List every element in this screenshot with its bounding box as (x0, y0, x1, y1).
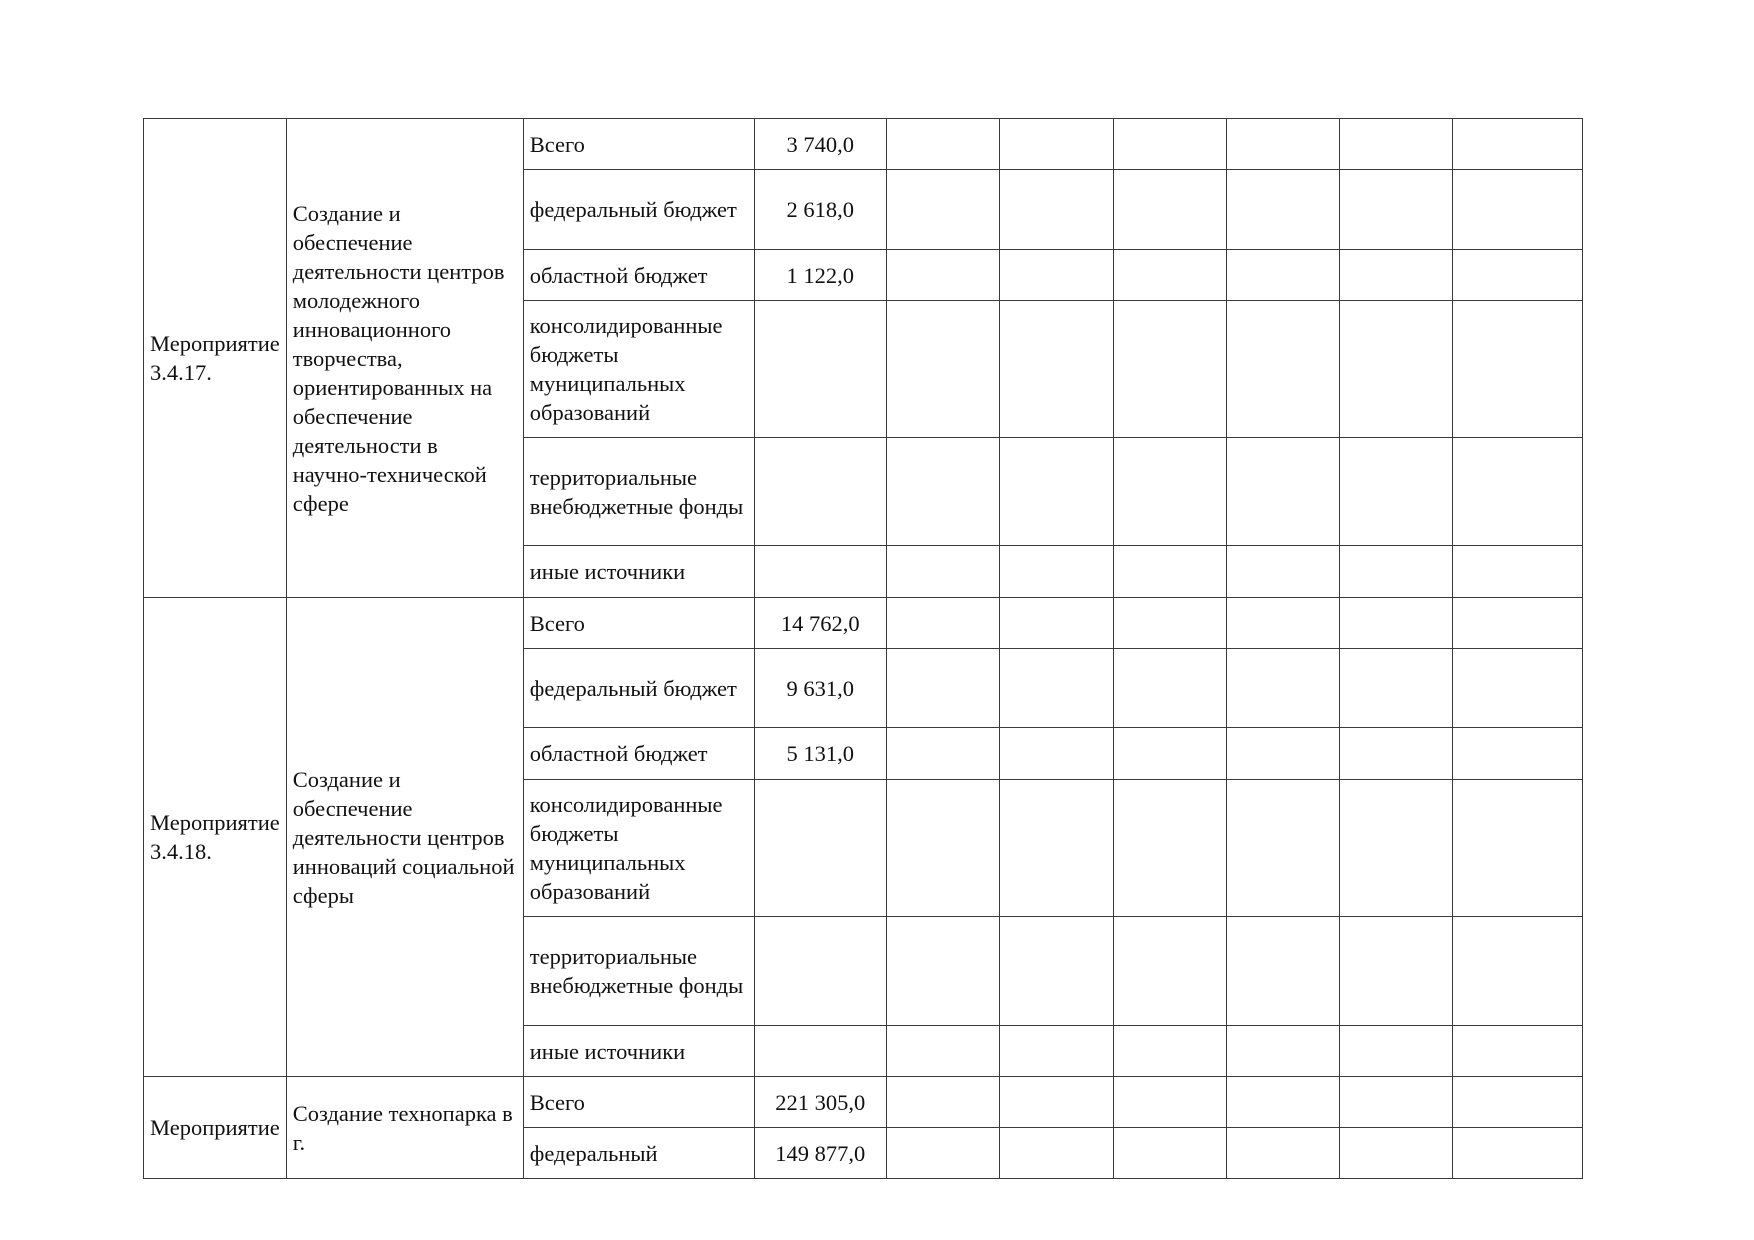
funding-value: 14 762,0 (754, 598, 886, 649)
empty-cell (999, 250, 1113, 301)
empty-cell (1339, 728, 1452, 780)
empty-cell (999, 1026, 1113, 1077)
empty-cell (886, 780, 999, 917)
empty-cell (1452, 119, 1582, 170)
funding-source: консолидированные бюджеты муниципальных образований (523, 301, 754, 438)
empty-cell (999, 438, 1113, 546)
funding-value (754, 546, 886, 598)
empty-cell (1113, 438, 1226, 546)
empty-cell (1226, 546, 1339, 598)
funding-source: иные источники (523, 546, 754, 598)
empty-cell (1113, 728, 1226, 780)
funding-source: областной бюджет (523, 250, 754, 301)
empty-cell (886, 598, 999, 649)
empty-cell (1452, 917, 1582, 1026)
empty-cell (1226, 649, 1339, 728)
empty-cell (1113, 649, 1226, 728)
activity-id: Мероприятие (144, 1077, 287, 1179)
empty-cell (886, 917, 999, 1026)
empty-cell (1452, 728, 1582, 780)
funding-source: Всего (523, 1077, 754, 1128)
activity-description: Создание и обеспечение деятельности центров инноваций социальной сферы (286, 598, 523, 1077)
empty-cell (999, 170, 1113, 250)
empty-cell (999, 546, 1113, 598)
table-row (144, 598, 1583, 649)
empty-cell (886, 119, 999, 170)
funding-source: областной бюджет (523, 728, 754, 780)
empty-cell (886, 438, 999, 546)
funding-value (754, 438, 886, 546)
empty-cell (886, 170, 999, 250)
empty-cell (1113, 119, 1226, 170)
empty-cell (1113, 1026, 1226, 1077)
empty-cell (1339, 917, 1452, 1026)
empty-cell (1113, 598, 1226, 649)
empty-cell (1452, 250, 1582, 301)
empty-cell (999, 917, 1113, 1026)
empty-cell (1226, 170, 1339, 250)
empty-cell (999, 649, 1113, 728)
empty-cell (1339, 598, 1452, 649)
empty-cell (1113, 170, 1226, 250)
empty-cell (1339, 170, 1452, 250)
funding-source: федеральный (523, 1128, 754, 1179)
table-row (144, 1077, 1583, 1128)
empty-cell (1452, 546, 1582, 598)
empty-cell (1226, 1026, 1339, 1077)
activity-id: Мероприятие 3.4.17. (144, 119, 287, 598)
empty-cell (1339, 1077, 1452, 1128)
empty-cell (886, 301, 999, 438)
empty-cell (1452, 1128, 1582, 1179)
empty-cell (1452, 649, 1582, 728)
empty-cell (1452, 170, 1582, 250)
table-row (144, 119, 1583, 170)
empty-cell (1339, 1026, 1452, 1077)
empty-cell (1226, 301, 1339, 438)
empty-cell (1452, 301, 1582, 438)
empty-cell (999, 780, 1113, 917)
funding-value (754, 917, 886, 1026)
empty-cell (886, 728, 999, 780)
activity-id: Мероприятие 3.4.18. (144, 598, 287, 1077)
budget-table (143, 118, 1583, 1179)
funding-source: иные источники (523, 1026, 754, 1077)
empty-cell (1226, 250, 1339, 301)
empty-cell (1339, 1128, 1452, 1179)
empty-cell (1113, 780, 1226, 917)
empty-cell (1113, 917, 1226, 1026)
empty-cell (1113, 301, 1226, 438)
funding-source: Всего (523, 598, 754, 649)
empty-cell (1339, 119, 1452, 170)
empty-cell (1339, 780, 1452, 917)
empty-cell (1226, 598, 1339, 649)
empty-cell (1226, 1077, 1339, 1128)
empty-cell (1339, 649, 1452, 728)
activity-description: Создание и обеспечение деятельности центров молодежного инновационного творчества, ориентированных на обеспечение деятельности в научно-технической сфере (286, 119, 523, 598)
empty-cell (886, 250, 999, 301)
empty-cell (1226, 728, 1339, 780)
funding-source: Всего (523, 119, 754, 170)
empty-cell (886, 1128, 999, 1179)
funding-value: 3 740,0 (754, 119, 886, 170)
funding-source: территориальные внебюджетные фонды (523, 438, 754, 546)
funding-value: 149 877,0 (754, 1128, 886, 1179)
funding-source: консолидированные бюджеты муниципальных образований (523, 780, 754, 917)
funding-value: 2 618,0 (754, 170, 886, 250)
empty-cell (886, 1077, 999, 1128)
empty-cell (1452, 1026, 1582, 1077)
empty-cell (1113, 1128, 1226, 1179)
funding-value (754, 301, 886, 438)
empty-cell (1452, 438, 1582, 546)
empty-cell (1452, 780, 1582, 917)
empty-cell (999, 119, 1113, 170)
empty-cell (1339, 546, 1452, 598)
empty-cell (886, 546, 999, 598)
empty-cell (1226, 119, 1339, 170)
empty-cell (999, 598, 1113, 649)
activity-description: Создание технопарка в г. (286, 1077, 523, 1179)
funding-value: 5 131,0 (754, 728, 886, 780)
empty-cell (1452, 598, 1582, 649)
funding-value: 221 305,0 (754, 1077, 886, 1128)
empty-cell (1113, 1077, 1226, 1128)
empty-cell (1226, 438, 1339, 546)
funding-value: 9 631,0 (754, 649, 886, 728)
empty-cell (999, 301, 1113, 438)
empty-cell (1452, 1077, 1582, 1128)
empty-cell (1339, 301, 1452, 438)
empty-cell (1339, 250, 1452, 301)
funding-source: федеральный бюджет (523, 649, 754, 728)
empty-cell (1113, 546, 1226, 598)
empty-cell (886, 649, 999, 728)
funding-value (754, 1026, 886, 1077)
empty-cell (999, 1077, 1113, 1128)
funding-value: 1 122,0 (754, 250, 886, 301)
empty-cell (999, 728, 1113, 780)
empty-cell (999, 1128, 1113, 1179)
funding-value (754, 780, 886, 917)
empty-cell (1339, 438, 1452, 546)
empty-cell (1226, 780, 1339, 917)
empty-cell (1226, 917, 1339, 1026)
funding-source: федеральный бюджет (523, 170, 754, 250)
empty-cell (1226, 1128, 1339, 1179)
funding-source: территориальные внебюджетные фонды (523, 917, 754, 1026)
empty-cell (1113, 250, 1226, 301)
empty-cell (886, 1026, 999, 1077)
